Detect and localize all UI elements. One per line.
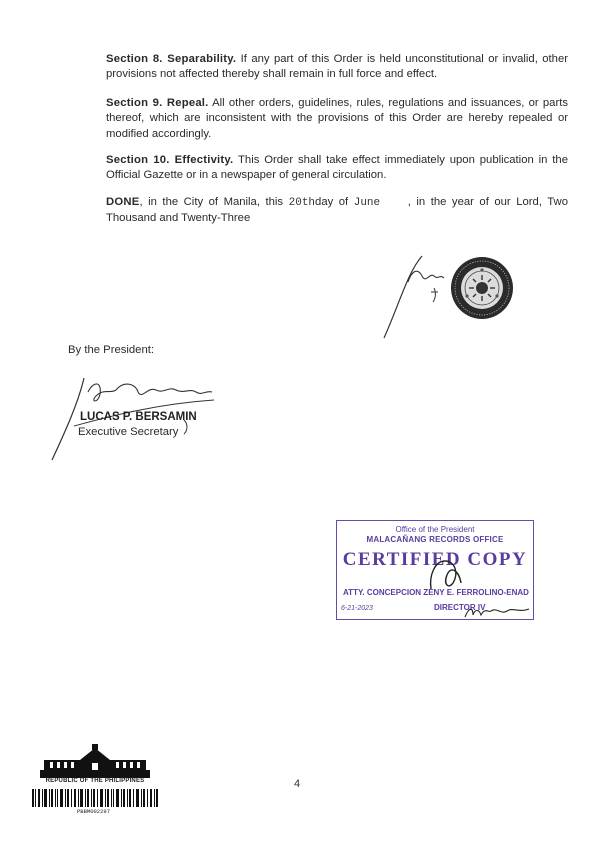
done-paragraph — [68, 195, 568, 227]
stamp-date: 6-21-2023 — [341, 605, 373, 612]
barcode-icon — [32, 789, 158, 807]
section-8-paragraph — [68, 52, 568, 83]
page-number: 4 — [294, 778, 301, 790]
signatory-title: Executive Secretary — [78, 426, 179, 438]
section-9-heading: Section 9. Repeal. — [106, 97, 209, 109]
stamp-office: Office of the President — [395, 525, 475, 534]
republic-label: REPUBLIC OF THE PHILIPPINES — [45, 778, 145, 784]
stamp-officer: ATTY. CONCEPCION ZENY E. FERROLINO-ENAD — [343, 588, 529, 597]
done-part-2: day of — [315, 196, 349, 208]
barcode-number: PBBM002297 — [77, 808, 111, 815]
stamp-initials — [425, 555, 465, 595]
section-10-heading: Section 10. Effectivity. — [106, 154, 234, 166]
section-8-text: If any part of this Order is held unconstitutional or invalid, other provisions not affected thereby shall remain in full force and effect. — [106, 53, 568, 81]
stamp-position: DIRECTOR IV — [434, 603, 486, 612]
section-10-text: This Order shall take effect immediately upon publication in the Official Gazette or in a newspaper of general circulation. — [106, 154, 569, 182]
done-part-1: , in the City of Manila, this — [139, 196, 284, 208]
stamp-certified-copy: CERTIFIED COPY — [342, 549, 528, 570]
malacanang-palace-logo — [40, 744, 150, 783]
presidential-seal — [450, 256, 514, 320]
president-signature — [378, 252, 458, 342]
done-lead: DONE — [106, 196, 140, 208]
done-day: 20th — [288, 197, 316, 209]
section-9-text: All other orders, guidelines, rules, regulations and issuances, or parts thereof, which are inconsistent with the provisions of this Order are hereby repealed or modified accordingly. — [106, 97, 568, 140]
by-the-president-label: By the President: — [68, 344, 155, 356]
done-month: June — [353, 197, 381, 209]
section-10-paragraph — [68, 153, 568, 184]
done-part-3: , in the year of our Lord, Two Thousand and Twenty-Three — [106, 196, 569, 225]
certified-copy-stamp — [336, 520, 534, 620]
section-8-heading: Section 8. Separability. — [106, 53, 237, 65]
palace-icon — [40, 744, 150, 778]
stamp-signature — [463, 603, 533, 621]
stamp-records-office: MALACAÑANG RECORDS OFFICE — [366, 535, 504, 544]
signatory-name: LUCAS P. BERSAMIN — [80, 411, 197, 423]
section-9-paragraph — [68, 96, 568, 142]
